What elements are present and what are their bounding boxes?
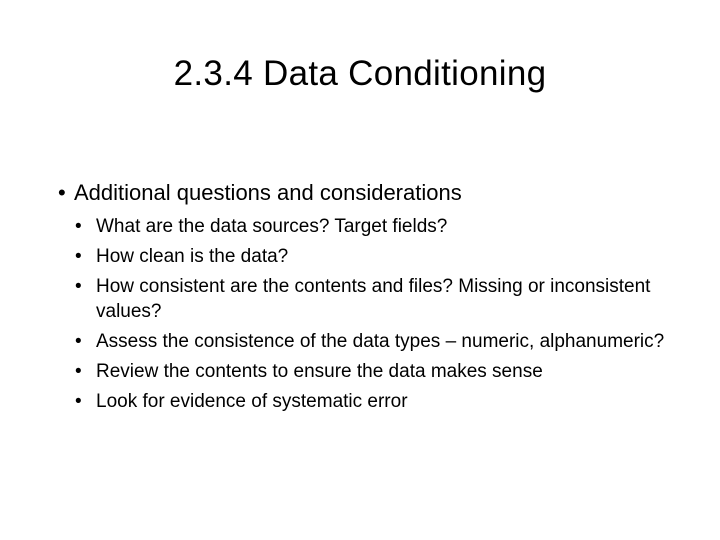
sub-bullet-text: Look for evidence of systematic error: [96, 391, 408, 412]
bullet-icon: •: [75, 361, 82, 382]
sub-bullet-item: [54, 389, 674, 414]
bullet-icon: •: [75, 216, 82, 237]
sub-bullet-text: Review the contents to ensure the data makes sense: [96, 361, 543, 382]
sub-bullet-text: How consistent are the contents and files? Missing or inconsistent values?: [96, 276, 651, 322]
main-bullet: [54, 176, 674, 210]
bullet-icon: •: [75, 276, 82, 297]
slide-title: 2.3.4 Data Conditioning: [173, 54, 547, 93]
bullet-icon: •: [75, 391, 82, 412]
sub-bullet-text: Assess the consistence of the data types – numeric, alphanumeric?: [96, 331, 665, 352]
sub-bullet-item: [54, 274, 674, 324]
bullet-icon: •: [58, 180, 66, 205]
sub-bullet-item: [54, 244, 674, 269]
sub-bullet-item: [54, 214, 674, 239]
sub-bullet-item: [54, 359, 674, 384]
slide-body: [54, 176, 674, 419]
sub-bullet-text: What are the data sources? Target fields?: [96, 216, 448, 237]
sub-bullet-text: How clean is the data?: [96, 246, 289, 267]
main-bullet-text: Additional questions and considerations: [74, 180, 462, 205]
sub-bullet-item: [54, 329, 674, 354]
bullet-icon: •: [75, 331, 82, 352]
bullet-icon: •: [75, 246, 82, 267]
sub-bullet-list: [54, 214, 674, 414]
